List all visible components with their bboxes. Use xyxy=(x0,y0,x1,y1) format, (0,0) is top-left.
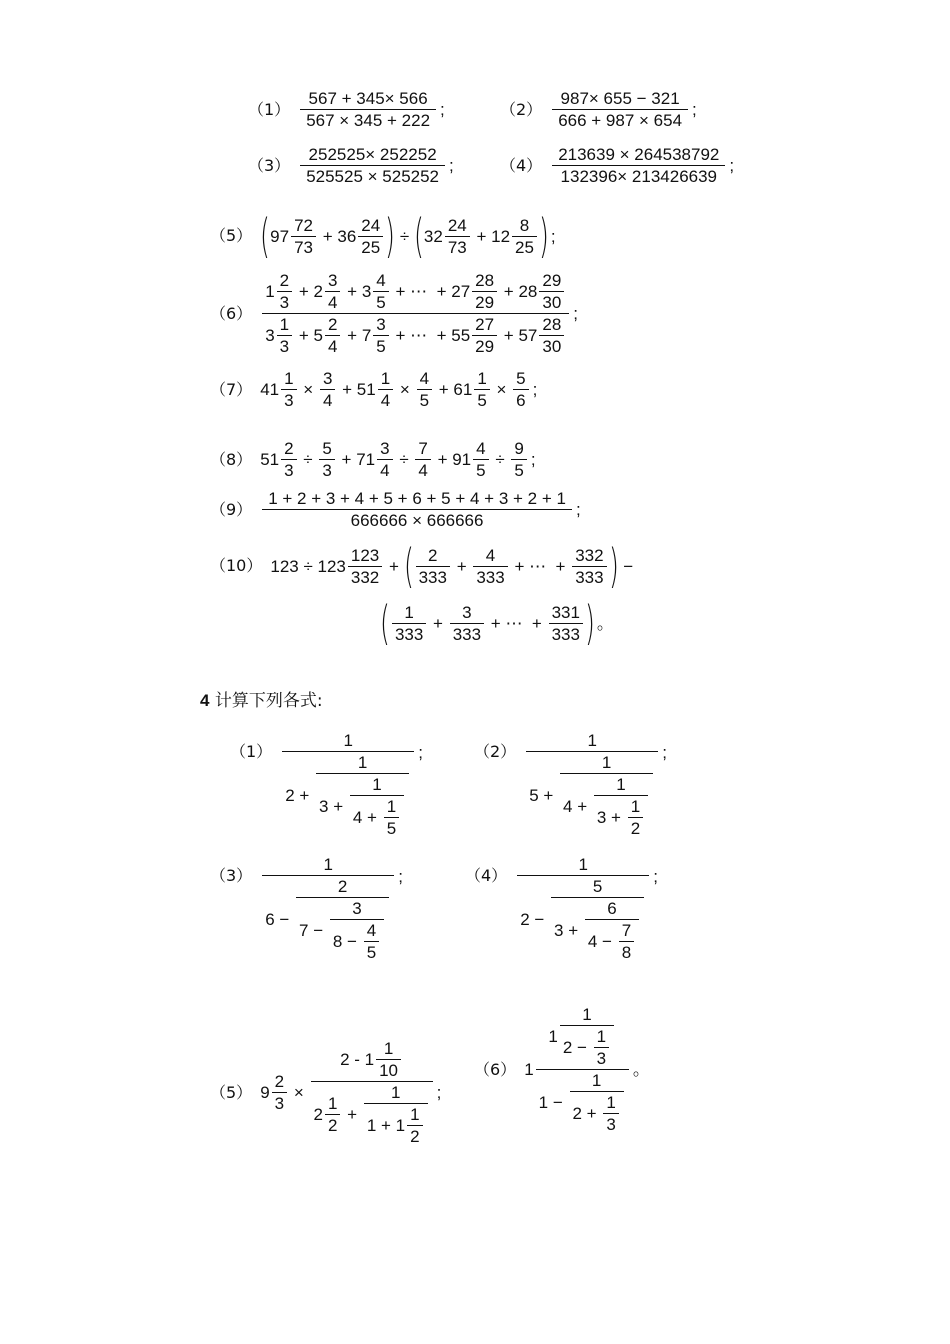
problem-9: （9） $\frac{1 + 2 + 3 + 4 + 5 + 6 + 5 + 4 + 3 + 2 + 1}{666666 \times 666666}$ ; xyxy=(210,489,581,530)
cf-problem-6: （6） 1 1 1 2 − $\frac{1}{3}$ 1 − 1 2 + $\frac{1}{3}$ 。 xyxy=(474,1005,650,1134)
compound-fraction: 2 - 1 $\frac{1}{10}$ 2 $\frac{1}{2}$ + 1 1 + 1 $\frac{1}{2}$ xyxy=(311,1040,433,1145)
problem-1: （1） $\frac{567 + 345\times 566}{567 \times 345 + 222}$ ; xyxy=(248,89,445,130)
problem-label: （9） xyxy=(210,499,253,519)
problem-2: （2） $\frac{987\times 655 - 321}{666 + 987 \times 654}$ ; xyxy=(500,89,697,130)
fraction: $\frac{1 + 2 + 3 + 4 + 5 + 6 + 5 + 4 + 3 + 2 + 1}{666666 \times 666666}$ xyxy=(262,490,572,529)
problem-3: （3） $\frac{252525\times 252252}{525525 \times 525252}$ ; xyxy=(248,145,454,186)
continued-fraction: 1 2 − 5 3 + 6 4 − $\frac{7}{8}$ xyxy=(517,856,649,961)
cf-problem-4: （4） 1 2 − 5 3 + 6 4 − $\frac{7}{8}$ ; xyxy=(465,855,658,962)
continued-fraction: 1 2 + 1 3 + 1 4 + $\frac{1}{5}$ xyxy=(282,732,414,837)
section-heading xyxy=(200,686,323,711)
problem-label: （3） xyxy=(210,866,253,885)
problem-label: （1） xyxy=(248,99,291,119)
problem-label: （10） xyxy=(210,556,263,575)
problem-10-continued: ( $\frac{1}{333}$ + $\frac{3}{333}$ + ⋯ + $\frac{331}{333}$ ) 。 xyxy=(380,596,614,650)
problem-label: （1） xyxy=(230,742,273,761)
fraction: 1 $\frac{2}{3}$ + 2 $\frac{3}{4}$ + 3 $\frac{4}{5}$ + ⋯ + 27 $\frac{28}{29}$ + 28 $\frac{29}{30}$ 3 $\frac{1}{3}$ + 5 $\frac{2}{4}$ + 7 $\frac{3}{5}$ + ⋯ + 55 $\frac{27}{29}$ + 57 $\frac{28}{30}$ xyxy=(262,272,569,355)
problem-label: （8） xyxy=(210,449,253,469)
fraction: $\frac{567 + 345\times 566}{567 \times 345 + 222}$ xyxy=(300,90,436,129)
section-title: 计算下列各式: xyxy=(209,691,323,711)
cf-problem-3: （3） 1 6 − 2 7 − 3 8 − $\frac{4}{5}$ ; xyxy=(210,855,403,962)
problem-label: （6） xyxy=(210,303,253,323)
fraction: $\frac{987\times 655 - 321}{666 + 987 \times 654}$ xyxy=(552,90,688,129)
problem-6: （6） 1 $\frac{2}{3}$ + 2 $\frac{3}{4}$ + 3 $\frac{4}{5}$ + ⋯ + 27 $\frac{28}{29}$ + 28 $\frac{29}{30}$ 3 $\frac{1}{3}$ + 5 $\frac{2}{4}$ + 7 $\frac{3}{5}$ + ⋯ + 55 $\frac{27}{29}$ + 57 $\frac{28}{30}$ ; xyxy=(210,271,579,356)
problem-label: （5） xyxy=(210,1082,253,1102)
continued-fraction: 1 6 − 2 7 − 3 8 − $\frac{4}{5}$ xyxy=(262,856,394,961)
cf-problem-2: （2） 1 5 + 1 4 + 1 3 + $\frac{1}{2}$ ; xyxy=(474,731,667,838)
problem-8: （8） 51 $\frac{2}{3}$ ÷ $\frac{5}{3}$ + 71 $\frac{3}{4}$ ÷ $\frac{7}{4}$ + 91 $\frac{4}{5}$ ÷ $\frac{9}{5}$ ; xyxy=(210,439,536,480)
problem-label: （2） xyxy=(474,742,517,761)
continued-fraction: 1 5 + 1 4 + 1 3 + $\frac{1}{2}$ xyxy=(526,732,658,837)
problem-label: （4） xyxy=(500,155,543,175)
fraction: $\frac{252525\times 252252}{525525 \times 525252}$ xyxy=(300,146,445,185)
problem-label: （5） xyxy=(210,226,253,245)
compound-fraction: 1 1 2 − $\frac{1}{3}$ 1 − 1 2 + $\frac{1}{3}$ xyxy=(536,1006,629,1133)
problem-10: （10） 123 ÷ 123 $\frac{123}{332}$ + ( $\frac{2}{333}$ + $\frac{4}{333}$ + ⋯ + $\frac{332}{333}$ ) − xyxy=(210,539,634,593)
problem-label: （7） xyxy=(210,379,253,399)
fraction: $\frac{213639 \times 264538792}{132396\times 213426639}$ xyxy=(552,146,725,185)
problem-label: （2） xyxy=(500,99,543,119)
section-number: 4 xyxy=(200,691,210,710)
problem-label: （6） xyxy=(474,1059,517,1079)
problem-7: （7） 41 $\frac{1}{3}$ × $\frac{3}{4}$ + 51 $\frac{1}{4}$ × $\frac{4}{5}$ + 61 $\frac{1}{5}$ × $\frac{5}{6}$ ; xyxy=(210,369,538,410)
problem-label: （4） xyxy=(465,866,508,885)
problem-label: （3） xyxy=(248,155,291,175)
problem-5: （5） ( 97 $\frac{72}{73}$ + 36 $\frac{24}{25}$ ) ÷ ( 32 $\frac{24}{73}$ + 12 $\frac{8}{25}$ ) ; xyxy=(210,209,556,263)
cf-problem-5: （5） 9 $\frac{2}{3}$ × 2 - 1 $\frac{1}{10}$ 2 $\frac{1}{2}$ + 1 1 + 1 $\frac{1}{2}$ ; xyxy=(210,1039,442,1146)
problem-4: （4） $\frac{213639 \times 264538792}{132396\times 213426639}$ ; xyxy=(500,145,735,186)
cf-problem-1: （1） 1 2 + 1 3 + 1 4 + $\frac{1}{5}$ ; xyxy=(230,731,423,838)
